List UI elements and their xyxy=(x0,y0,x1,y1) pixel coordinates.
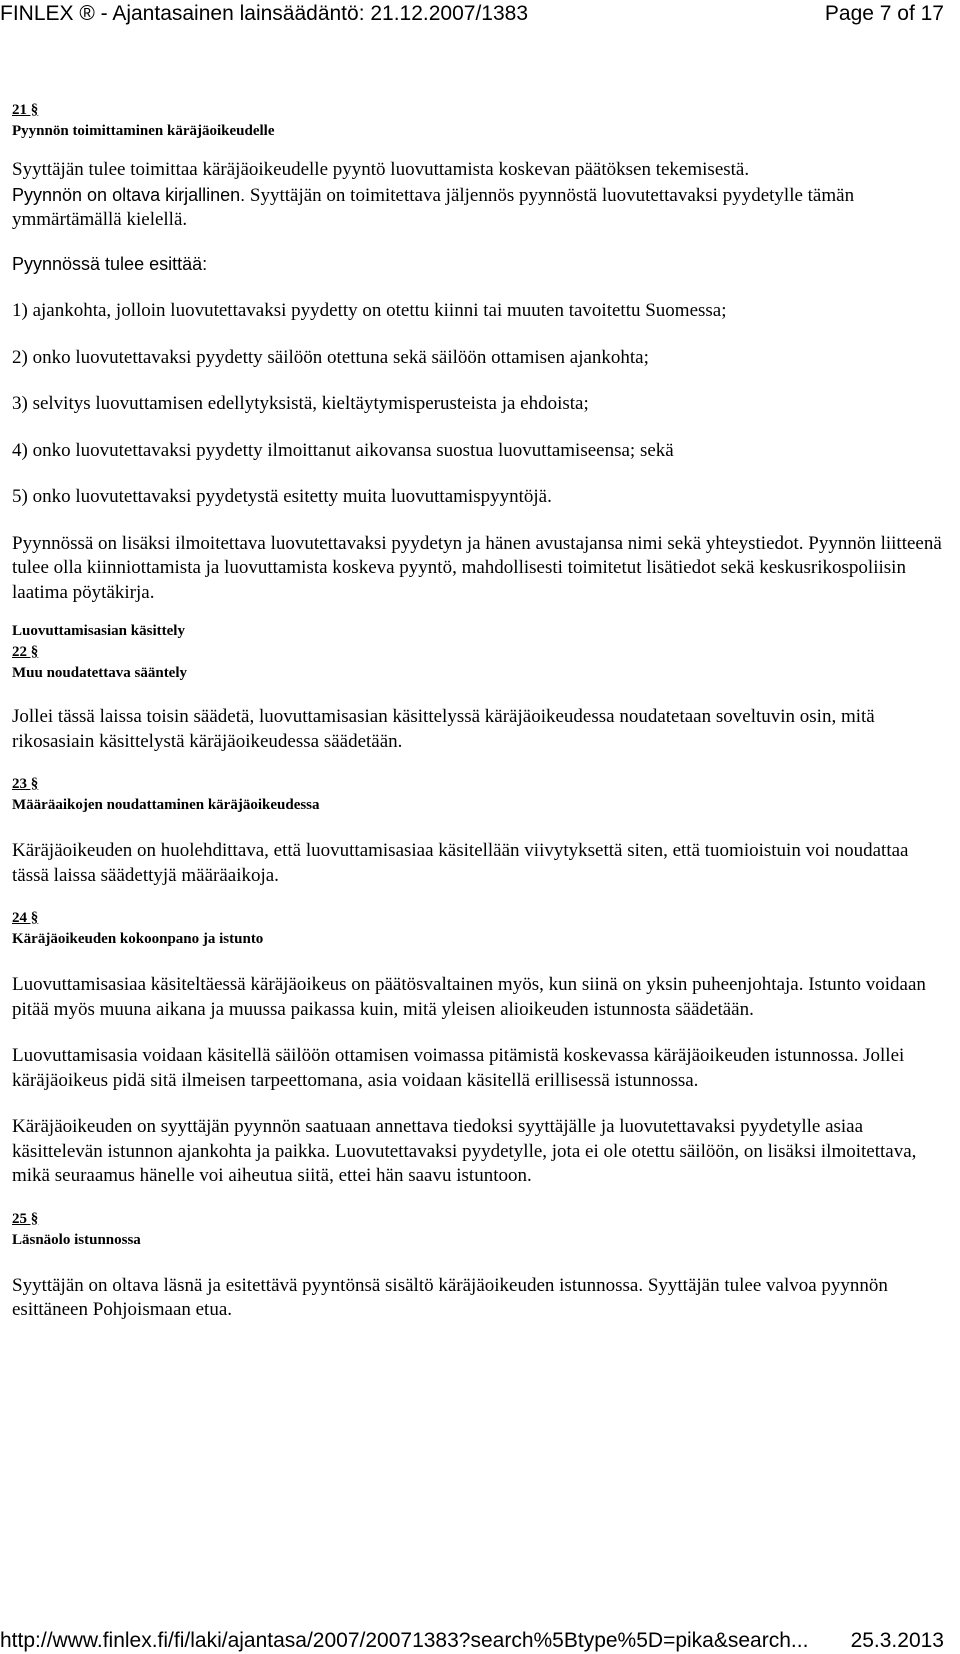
footer-date: 25.3.2013 xyxy=(850,1629,944,1652)
paragraph: Syyttäjän on oltava läsnä ja esitettävä pyyntönsä sisältö käräjäoikeuden istunnossa. Syyttäjän tulee valvoa pyynnön esittäneen Pohjoismaan etua. xyxy=(12,1274,888,1320)
list-item: 3) selvitys luovuttamisen edellytyksistä, kieltäytymisperusteista ja ehdoista; xyxy=(12,393,589,414)
section-25 xyxy=(12,1209,942,1323)
paragraph: Pyynnössä tulee esittää: xyxy=(12,253,208,274)
section-title: Määräaikojen noudattaminen käräjäoikeudessa xyxy=(12,797,320,813)
section-link[interactable]: 21 § xyxy=(12,102,39,118)
section-number xyxy=(12,100,942,121)
page-header xyxy=(0,0,944,30)
section-21 xyxy=(12,100,942,605)
chapter-title: Luovuttamisasian käsittely xyxy=(12,623,185,639)
section-title: Läsnäolo istunnossa xyxy=(12,1231,141,1248)
section-title: Muu noudatettava sääntely xyxy=(12,665,188,681)
list-item: 5) onko luovutettavaksi pyydetystä esitetty muita luovuttamispyyntöjä. xyxy=(12,486,552,507)
section-link[interactable]: 25 § xyxy=(12,1210,39,1227)
section-24 xyxy=(12,908,942,1189)
section-title: Pyynnön toimittaminen käräjäoikeudelle xyxy=(12,123,275,139)
paragraph-text: Syyttäjän on toimitettava jäljennös pyynnöstä luovutettavaksi pyydetylle tämän ymmärtämällä kielellä. xyxy=(12,184,855,230)
document-body xyxy=(12,100,942,1323)
list-item: 1) ajankohta, jolloin luovutettavaksi pyydetty on otettu kiinni tai muuten tavoitettu Suomessa; xyxy=(12,300,727,321)
section-title: Käräjäoikeuden kokoonpano ja istunto xyxy=(12,931,264,947)
paragraph xyxy=(12,158,942,233)
list-item: 4) onko luovutettavaksi pyydetty ilmoittanut aikovansa suostua luovuttamiseensa; sekä xyxy=(12,439,674,461)
paragraph-text: Pyynnön on oltava kirjallinen. xyxy=(12,184,246,205)
section-number xyxy=(12,1209,942,1230)
header-title: FINLEX ® - Ajantasainen lainsäädäntö: 21.12.2007/1383 xyxy=(0,2,529,25)
paragraph: Luovuttamisasiaa käsiteltäessä käräjäoikeus on päätösvaltainen myös, kun siinä on yksin puheenjohtaja. Istunto voidaan pitää myös muuna aikana ja muussa paikassa kuin, mitä yleisen alioikeuden istunnosta säädetään. xyxy=(12,974,926,1020)
section-number xyxy=(12,774,942,795)
section-number xyxy=(12,642,942,663)
section-link[interactable]: 22 § xyxy=(12,644,39,660)
section-link[interactable]: 24 § xyxy=(12,910,39,926)
paragraph: Luovuttamisasia voidaan käsitellä säilöön ottamisen voimassa pitämistä koskevassa käräjäoikeuden istunnossa. Jollei käräjäoikeus pidä sitä ilmeisen tarpeettomana, asia voidaan käsitellä erillisessä istunnossa. xyxy=(12,1045,905,1091)
list-item: 2) onko luovutettavaksi pyydetty säilöön otettuna sekä säilöön ottamisen ajankohta; xyxy=(12,346,649,368)
section-number xyxy=(12,908,942,929)
paragraph: Pyynnössä on lisäksi ilmoitettava luovutettavaksi pyydetyn ja hänen avustajansa nimi sekä yhteystiedot. Pyynnön liitteenä tulee olla kiinniottamista ja luovuttamista koskeva pyyntö, mahdollisesti toimitetut lisätiedot sekä keskusrikospoliisin laatima pöytäkirja. xyxy=(12,532,942,603)
footer-url[interactable]: http://www.finlex.fi/fi/laki/ajantasa/2007/20071383?search%5Btype%5D=pika&search... xyxy=(0,1629,809,1652)
paragraph: Käräjäoikeuden on syyttäjän pyynnön saatuaan annettava tiedoksi syyttäjälle ja luovutettavaksi pyydetylle asiaa käsittelevän istunnon ajankohta ja paikka. Luovutettavaksi pyydetylle, jota ei ole otettu säilöön, on lisäksi ilmoitettava, mikä seuraamus hänelle voi aiheutua siitä, ettei hän saavu istuntoon. xyxy=(12,1116,917,1186)
section-23 xyxy=(12,774,942,888)
paragraph-text: Syyttäjän tulee toimittaa käräjäoikeudelle pyyntö luovuttamista koskevan päätöksen tekemisestä. xyxy=(12,159,750,180)
page-number: Page 7 of 17 xyxy=(824,2,944,25)
page-footer xyxy=(0,1628,944,1654)
section-22 xyxy=(12,642,942,754)
paragraph: Jollei tässä laissa toisin säädetä, luovuttamisasian käsittelyssä käräjäoikeudessa noudatetaan soveltuvin osin, mitä rikosasiain käsittelystä käräjäoikeudessa säädetään. xyxy=(12,706,875,752)
paragraph: Käräjäoikeuden on huolehdittava, että luovuttamisasiaa käsitellään viivytyksettä siten, että tuomioistuin voi noudattaa tässä laissa säädettyjä määräaikoja. xyxy=(12,840,909,886)
section-link[interactable]: 23 § xyxy=(12,776,39,792)
